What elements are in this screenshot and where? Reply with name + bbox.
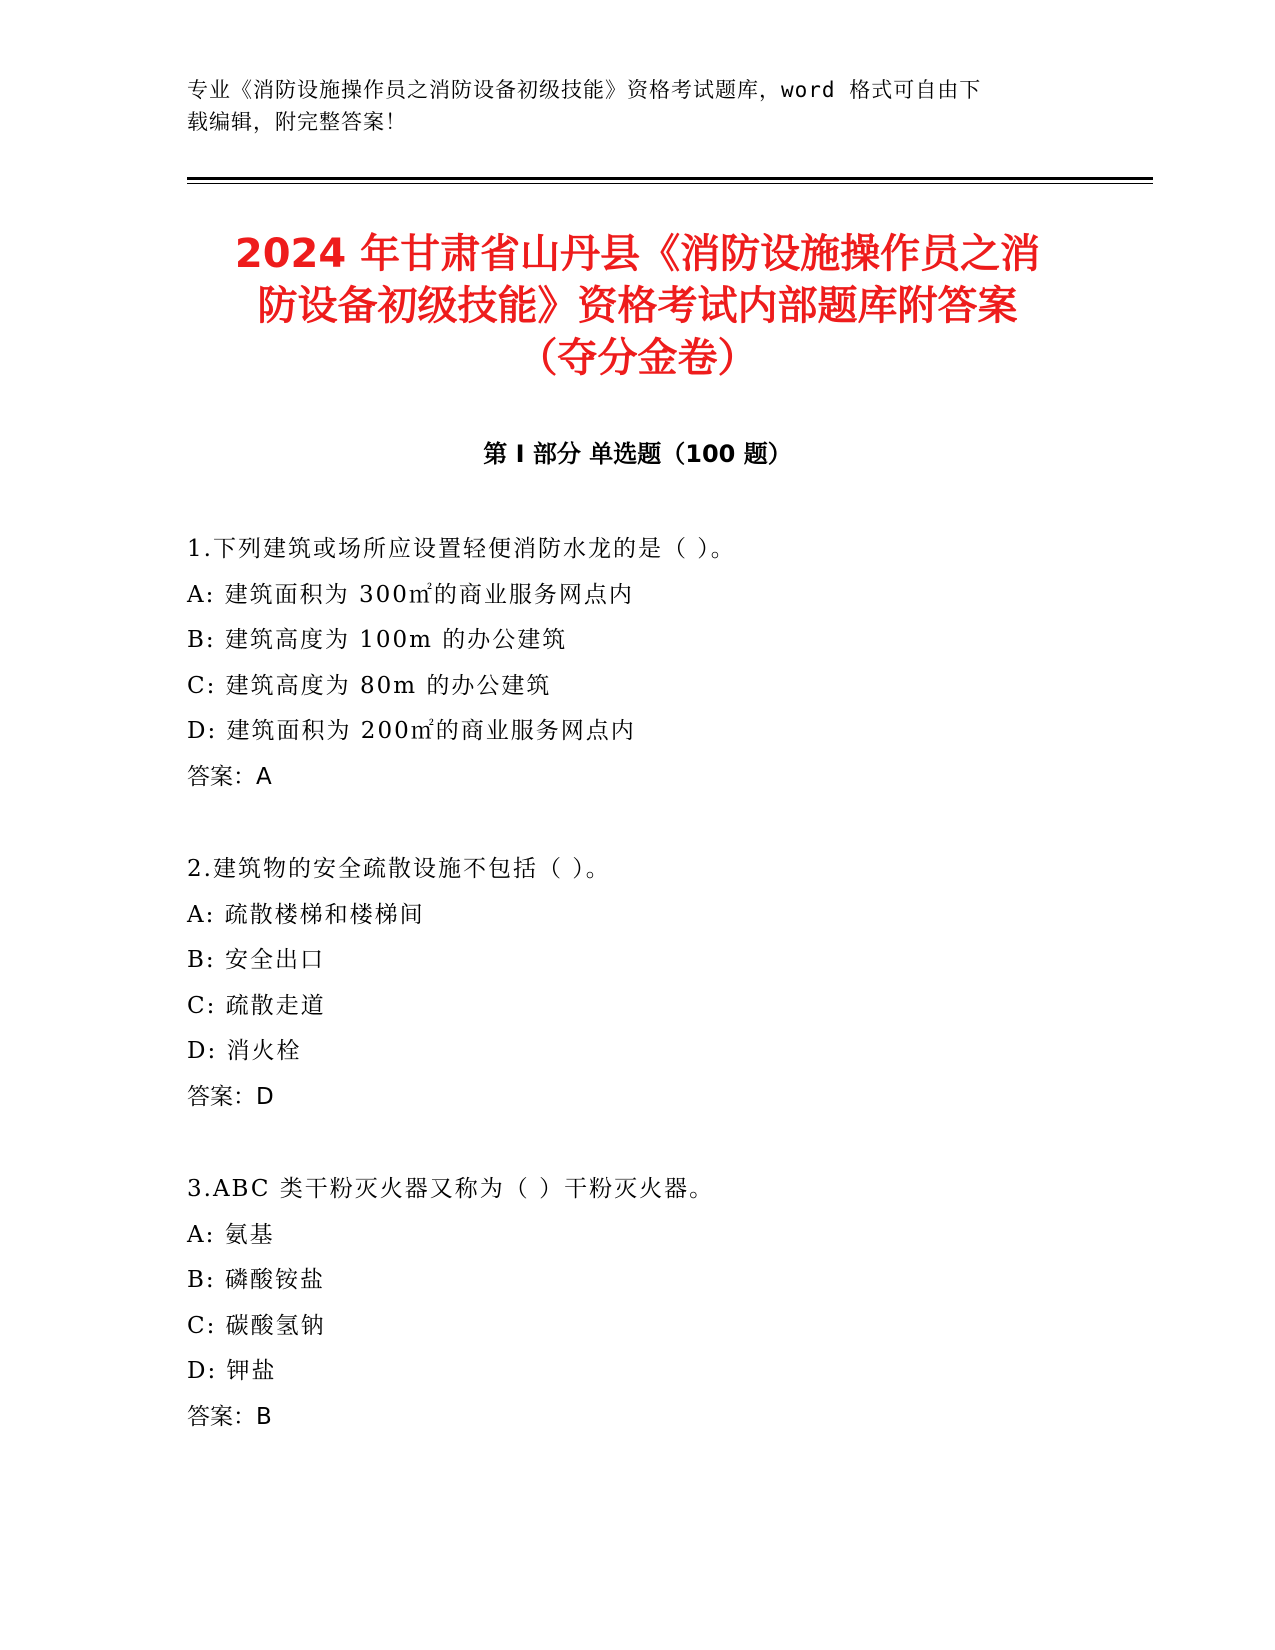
question-stem: 2.建筑物的安全疏散设施不包括（ ）。 [187, 856, 611, 882]
question-option-a: A: 建筑面积为 300㎡的商业服务网点内 [187, 581, 634, 608]
question-option-c: C: 碳酸氢钠 [187, 1312, 326, 1339]
question-option-b: B: 建筑高度为 100m 的办公建筑 [187, 627, 568, 653]
header-note [187, 74, 1087, 138]
header-note-line-1: 专业《消防设施操作员之消防设备初级技能》资格考试题库，word 格式可自由下 [187, 78, 982, 102]
question-list [187, 527, 1107, 1487]
question-answer: 答案：B [187, 1403, 272, 1430]
question-option-d: D: 钾盐 [187, 1358, 277, 1384]
question-answer: 答案：D [187, 1083, 274, 1110]
question-option-d: D: 消火栓 [187, 1038, 302, 1064]
question-option-d: D: 建筑面积为 200㎡的商业服务网点内 [187, 718, 636, 744]
question-item [187, 1167, 1107, 1440]
question-answer: 答案：A [187, 763, 272, 790]
question-stem: 1.下列建筑或场所应设置轻便消防水龙的是（ ）。 [187, 536, 736, 562]
header-divider-thick [187, 177, 1153, 180]
header-divider-thin [187, 183, 1153, 184]
question-option-c: C: 建筑高度为 80m 的办公建筑 [187, 672, 552, 699]
question-option-b: B: 安全出口 [187, 947, 325, 973]
section-heading: 第 I 部分 单选题（100 题） [483, 440, 792, 468]
question-option-a: A: 疏散楼梯和楼梯间 [187, 901, 425, 928]
document-title-line-2: 防设备初级技能》资格考试内部题库附答案 [257, 283, 1018, 329]
document-title [150, 228, 1125, 384]
header-note-line-2: 载编辑，附完整答案！ [187, 110, 407, 134]
question-item [187, 847, 1107, 1120]
question-item [187, 527, 1107, 800]
question-option-b: B: 磷酸铵盐 [187, 1267, 325, 1293]
document-title-line-1: 2024 年甘肃省山丹县《消防设施操作员之消 [234, 231, 1041, 277]
question-option-c: C: 疏散走道 [187, 992, 326, 1019]
question-stem: 3.ABC 类干粉灭火器又称为（ ）干粉灭火器。 [187, 1176, 715, 1202]
question-option-a: A: 氨基 [187, 1221, 275, 1248]
document-title-line-3: （夺分金卷） [517, 335, 758, 381]
